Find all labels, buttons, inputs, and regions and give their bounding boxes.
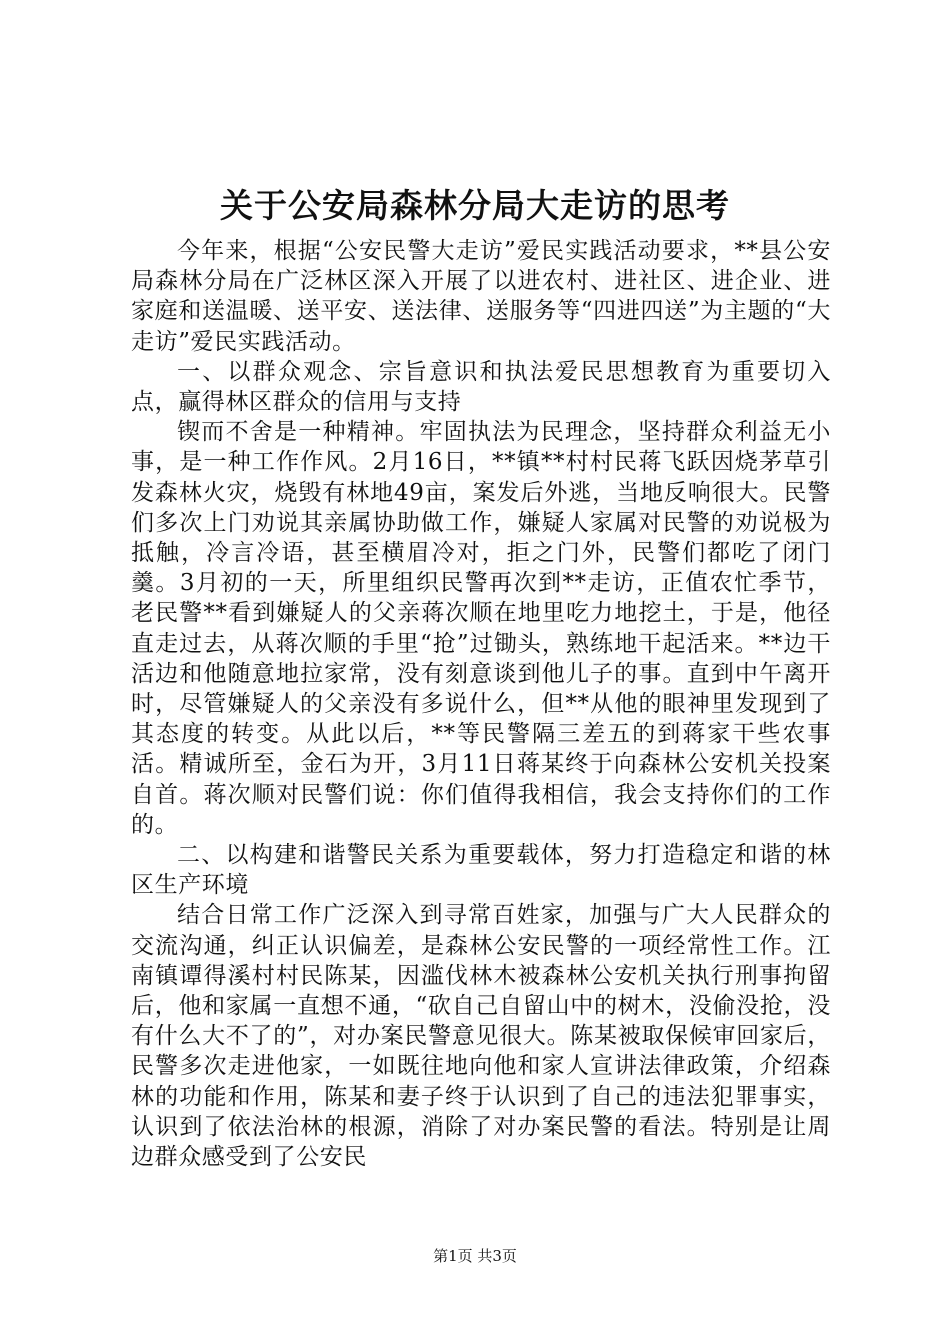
intro-paragraph: 今年来，根据“公安民警大走访”爱民实践活动要求，**县公安局森林分局在广泛林区深入开展了以进农村、进社区、进企业、进家庭和送温暖、送平安、送法律、送服务等“四进四送”为主题的“大走访”爱民实践活动。 — [131, 238, 831, 355]
body-paragraph: 锲而不舍是一种精神。牢固执法为民理念，坚持群众利益无小事，是一种工作作风。2月16日，**镇**村村民蒋飞跃因烧茅草引发森林火灾，烧毁有林地49亩，案发后外逃，当地反响很大。民警们多次上门劝说其亲属协助做工作，嫌疑人家属对民警的劝说极为抵触，冷言冷语，甚至横眉冷对，拒之门外，民警们都吃了闭门羹。3月初的一天，所里组织民警再次到**走访，正值农忙季节，老民警**看到嫌疑人的父亲蒋次顺在地里吃力地挖土，于是，他径直走过去，从蒋次顺的手里“抢”过锄头，熟练地干起活来。**边干活边和他随意地拉家常，没有刻意谈到他儿子的事。直到中午离开时，尽管嫌疑人的父亲没有多说什么，但**从他的眼神里发现到了其态度的转变。从此以后，**等民警隔三差五的到蒋家干些农事活。精诚所至，金石为开，3月11日蒋某终于向森林公安机关投案自首。蒋次顺对民警们说：你们值得我相信，我会支持你们的工作的。 — [131, 419, 831, 838]
document-title: 关于公安局森林分局大走访的思考 — [220, 186, 730, 225]
page-number: 第1页 共3页 — [433, 1247, 517, 1265]
body-paragraph: 结合日常工作广泛深入到寻常百姓家，加强与广大人民群众的交流沟通，纠正认识偏差，是森林公安民警的一项经常性工作。江南镇谭得溪村村民陈某，因滥伐林木被森林公安机关执行刑事拘留后，他和家属一直想不通，“砍自己自留山中的树木，没偷没抢，没有什么大不了的”，对办案民警意见很大。陈某被取保候审回家后，民警多次走进他家，一如既往地向他和家人宣讲法律政策，介绍森林的功能和作用，陈某和妻子终于认识到了自己的违法犯罪事实，认识到了依法治林的根源，消除了对办案民警的看法。特别是让周边群众感受到了公安民 — [131, 902, 831, 1171]
section-heading-1: 一、以群众观念、宗旨意识和执法爱民思想教育为重要切入点，赢得林区群众的信用与支持 — [131, 358, 831, 416]
section-heading-2: 二、以构建和谐警民关系为重要载体，努力打造稳定和谐的林区生产环境 — [131, 842, 831, 899]
document-body — [131, 236, 831, 1172]
